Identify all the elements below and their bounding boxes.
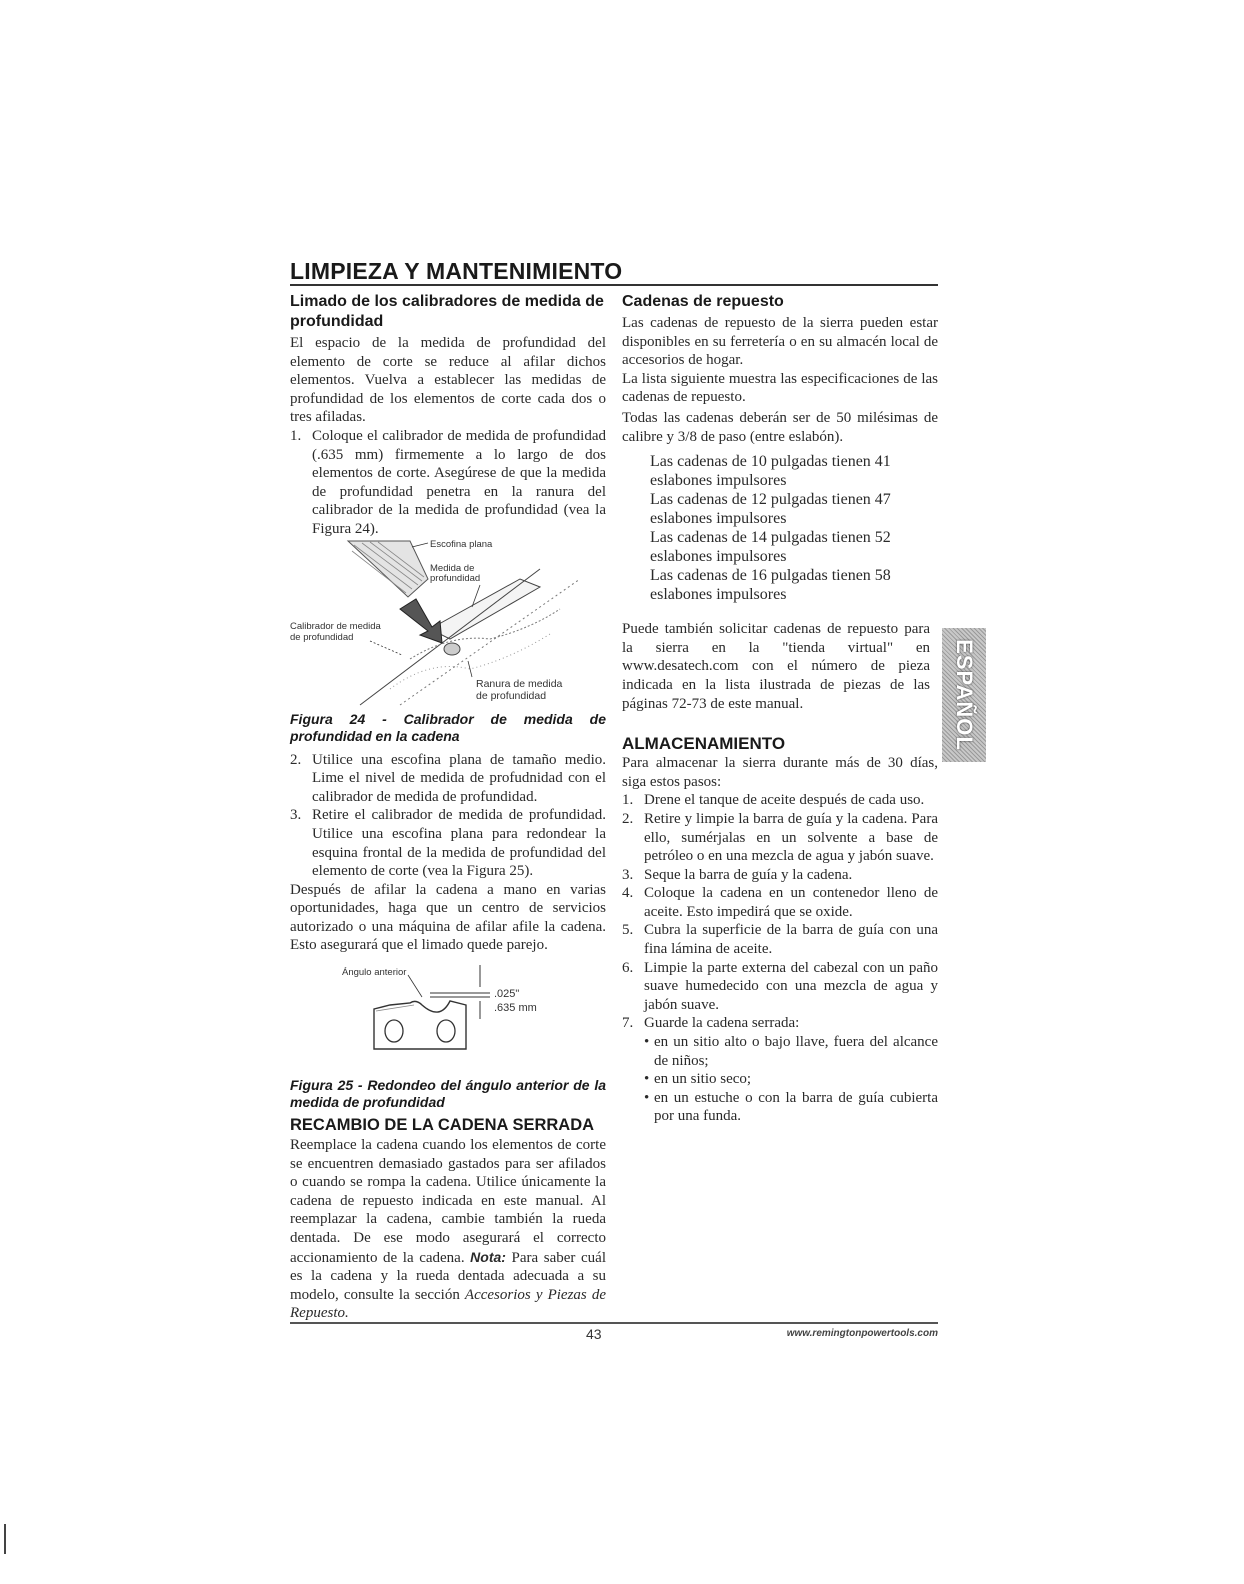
footer-rule bbox=[290, 1322, 938, 1324]
paragraph-after-sharpening: Después de afilar la cadena a mano en varias oportunidades, haga que un centro de servicios autorizado o una máquina de afilar afile la cadena. Esto asegurará que el limado quede parejo. bbox=[290, 881, 606, 954]
heading-storage: ALMACENAMIENTO bbox=[622, 734, 786, 754]
chain-spec-item: Las cadenas de 10 pulgadas tienen 41 eslabones impulsores bbox=[650, 453, 891, 490]
step-number: 7. bbox=[622, 1015, 634, 1032]
bullet-icon: • bbox=[644, 1071, 650, 1088]
step-1 bbox=[290, 427, 606, 539]
step-text: Seque la barra de guía y la cadena. bbox=[644, 866, 853, 883]
label-gauge-1: Calibrador de medida bbox=[290, 620, 381, 632]
page-number: 43 bbox=[586, 1326, 602, 1342]
depth-gauge-tool bbox=[430, 579, 540, 639]
step-text: Guarde la cadena serrada: bbox=[644, 1015, 800, 1032]
step-text: Coloque la cadena en un contenedor lleno de aceite. Esto impedirá que se oxide. bbox=[644, 885, 938, 920]
paragraph-depth-gauges: El espacio de la medida de profundidad del elemento de corte se reduce al afilar dichos elementos. Vuelva a establecer las medidas de profundidad de los elementos de corte cada dos o tres afiladas. bbox=[290, 335, 606, 426]
bullet-text: en un estuche o con la barra de guía cubierta por una funda. bbox=[654, 1089, 938, 1125]
label-gauge-2: de profundidad bbox=[290, 631, 354, 643]
step-number: 5. bbox=[622, 922, 634, 939]
step-text: Cubra la superficie de la barra de guía con una fina lámina de aceite. bbox=[644, 922, 938, 958]
step-number: 3. bbox=[622, 866, 634, 883]
page-title: LIMPIEZA Y MANTENIMIENTO bbox=[290, 258, 623, 284]
paragraph-online-store: Puede también solicitar cadenas de repuesto para la sierra en la "tienda virtual" en www.desatech.com con el número de pieza indicada en la lista ilustrada de piezas de las páginas 72-73 de este manual. bbox=[622, 621, 930, 712]
replace-reference: Accesorios y Piezas de Repuesto. bbox=[290, 1286, 606, 1322]
storage-step bbox=[622, 959, 938, 1015]
step-text: Retire el calibrador de medida de profundidad. Utilice una escofina plana para redondear la esquina frontal de la medida de profundidad del elemento de corte (vea la Figura 25). bbox=[312, 807, 606, 880]
title-rule bbox=[290, 284, 938, 286]
replace-text-b: Para saber cuál es la cadena y la rueda dentada adecuada a su modelo, consulte la sección bbox=[290, 1249, 607, 1303]
paragraph-storage: Para almacenar la sierra durante más de 30 días, siga estos pasos: bbox=[622, 755, 938, 790]
step-number: 1. bbox=[290, 427, 302, 444]
paragraph-chains-2: La lista siguiente muestra las especificaciones de las cadenas de repuesto. bbox=[622, 370, 938, 406]
footer-url: www.remingtonpowertools.com bbox=[786, 1328, 938, 1339]
heading-depth-gauges: Limado de los calibradores de medida de profundidad bbox=[290, 293, 604, 330]
label-slot-1: Ranura de medida bbox=[476, 677, 563, 690]
left-column bbox=[290, 290, 606, 1323]
step-number: 1. bbox=[622, 792, 634, 809]
label-mm: .635 mm bbox=[494, 1002, 537, 1015]
label-flat-file: Escofina plana bbox=[430, 538, 493, 550]
storage-step bbox=[622, 791, 938, 810]
note-label: Nota: bbox=[470, 1248, 506, 1265]
label-front-angle: Ángulo anterior bbox=[342, 967, 407, 979]
storage-step bbox=[622, 1014, 938, 1033]
step-3 bbox=[290, 806, 606, 880]
label-slot-2: de profundidad bbox=[476, 689, 547, 702]
storage-bullet bbox=[622, 1089, 938, 1126]
step-number: 2. bbox=[622, 810, 634, 827]
step-text: Retire y limpie la barra de guía y la cadena. Para ello, sumérjalas en un solvente a base de petróleo o en una mezcla de agua y jabón suave. bbox=[644, 810, 938, 865]
storage-step bbox=[622, 810, 938, 866]
figure-25 bbox=[290, 965, 606, 1059]
arrow-icon bbox=[400, 599, 442, 643]
figure-24 bbox=[290, 539, 606, 707]
step-number: 6. bbox=[622, 959, 634, 976]
chain-link-icon bbox=[374, 1001, 466, 1049]
right-column bbox=[622, 290, 938, 1126]
step-text: Coloque el calibrador de medida de profundidad (.635 mm) firmemente a lo largo de dos elementos de corte. Asegúrese de que la medida de profundidad penetra en la ranura del calibrador de la medida de profundidad (vea la Figura 24). bbox=[312, 427, 606, 537]
rivet-icon bbox=[437, 1020, 455, 1042]
flat-file-icon bbox=[348, 541, 428, 597]
replace-text-a: Reemplace la cadena cuando los elementos de corte se encuentren demasiado gastados para ser afilados o cuando se rompa la cadena. Utilice únicamente la cadena de repuesto indicada en este manual. Al reemplazar la cadena, cambie también la rueda dentada. De ese modo asegurará el correcto accionamiento de la cadena. bbox=[290, 1137, 606, 1266]
paragraph-chain-replacement bbox=[290, 1136, 606, 1323]
paragraph-chains-1: Las cadenas de repuesto de la sierra pueden estar disponibles en su ferretería o en su almacén local de accesorios de hogar. bbox=[622, 315, 938, 369]
step-text: Limpie la parte externa del cabezal con un paño suave humedecido con una mezcla de agua y jabón suave. bbox=[644, 959, 938, 1013]
language-side-tab bbox=[942, 628, 986, 762]
step-number: 2. bbox=[290, 751, 302, 768]
storage-bullet bbox=[622, 1070, 938, 1089]
label-inches: .025" bbox=[494, 988, 520, 1001]
bullet-icon: • bbox=[644, 1089, 650, 1106]
rivet-icon bbox=[444, 643, 460, 655]
chain-spec-item: Las cadenas de 14 pulgadas tienen 52 eslabones impulsores bbox=[650, 529, 891, 566]
chain-spec-list bbox=[622, 452, 938, 604]
side-tab-label: ESPAÑOL bbox=[952, 639, 977, 751]
label-depth-1: Medida de bbox=[430, 562, 475, 574]
storage-step bbox=[622, 884, 938, 921]
chain-spec-item: Las cadenas de 12 pulgadas tienen 47 eslabones impulsores bbox=[650, 491, 891, 528]
bullet-text: en un sitio alto o bajo llave, fuera del alcance de niños; bbox=[654, 1034, 938, 1069]
storage-step bbox=[622, 921, 938, 958]
figure-25-caption: Figura 25 - Redondeo del ángulo anterior de la medida de profundidad bbox=[290, 1077, 606, 1111]
step-number: 4. bbox=[622, 885, 634, 902]
rivet-icon bbox=[385, 1020, 403, 1042]
heading-chain-replacement: RECAMBIO DE LA CADENA SERRADA bbox=[290, 1116, 595, 1135]
step-text: Drene el tanque de aceite después de cada uso. bbox=[644, 792, 925, 809]
bullet-icon: • bbox=[644, 1034, 650, 1051]
figure-24-caption: Figura 24 - Calibrador de medida de profundidad en la cadena bbox=[290, 710, 606, 744]
crop-mark bbox=[4, 1524, 6, 1554]
storage-bullet bbox=[622, 1033, 938, 1070]
heading-replacement-chains: Cadenas de repuesto bbox=[622, 293, 784, 310]
bullet-text: en un sitio seco; bbox=[654, 1071, 752, 1088]
storage-step bbox=[622, 866, 938, 885]
step-text: Utilice una escofina plana de tamaño medio. Lime el nivel de medida de profudnidad con el calibrador de medida de profundidad. bbox=[312, 751, 606, 805]
label-depth-2: profundidad bbox=[430, 572, 481, 584]
storage-steps bbox=[622, 791, 938, 1126]
chain-spec-item: Las cadenas de 16 pulgadas tienen 58 eslabones impulsores bbox=[650, 567, 891, 604]
paragraph-chains-3: Todas las cadenas deberán ser de 50 milésimas de calibre y 3/8 de paso (entre eslabón). bbox=[622, 409, 938, 445]
step-2 bbox=[290, 751, 606, 807]
step-number: 3. bbox=[290, 807, 302, 824]
